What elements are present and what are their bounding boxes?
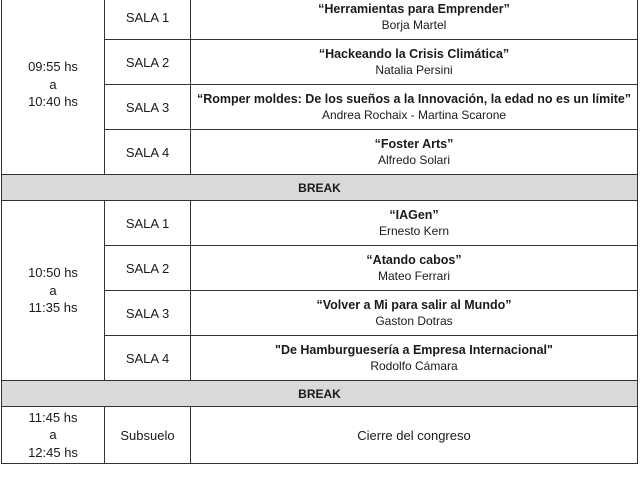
session-row (2, 0, 638, 40)
talk-speaker: Alfredo Solari (377, 152, 451, 167)
time-slot (2, 201, 105, 381)
time-end: 12:45 hs (28, 444, 78, 460)
talk-cell (191, 130, 638, 175)
time-end: 11:35 hs (28, 300, 78, 316)
talk-speaker: Borja Martel (381, 17, 447, 32)
room-label: Subsuelo (105, 407, 191, 464)
room-label: SALA 4 (105, 130, 191, 175)
room-label: SALA 2 (105, 40, 191, 85)
time-slot (2, 0, 105, 175)
talk-title: “Hackeando la Crisis Climática” (318, 46, 510, 61)
time-start: 11:45 hs (28, 409, 78, 425)
talk-cell (191, 85, 638, 130)
break-row (2, 381, 638, 407)
room-label: SALA 2 (105, 246, 191, 291)
talk-speaker: Mateo Ferrari (377, 268, 451, 283)
talk-title: "De Hamburguesería a Empresa Internacional" (275, 342, 553, 357)
break-label: BREAK (2, 175, 638, 201)
break-label: BREAK (2, 381, 638, 407)
room-label: SALA 3 (105, 291, 191, 336)
talk-cell (191, 246, 638, 291)
talk-cell (191, 0, 638, 40)
talk-speaker: Andrea Rochaix - Martina Scarone (321, 107, 507, 122)
talk-cell (191, 291, 638, 336)
talk-cell (191, 40, 638, 85)
room-label: SALA 4 (105, 336, 191, 381)
talk-speaker: Gaston Dotras (375, 313, 453, 328)
talk-title: “IAGen” (389, 207, 439, 222)
talk-cell (191, 336, 638, 381)
time-start: 09:55 hs (28, 59, 78, 75)
talk-title: “Foster Arts” (374, 136, 454, 151)
talk-title: “Volver a Mi para salir al Mundo” (316, 297, 512, 312)
talk-title: “Herramientas para Emprender” (318, 1, 510, 16)
session-row (2, 201, 638, 246)
time-end: 10:40 hs (28, 94, 78, 110)
closing-text: Cierre del congreso (191, 407, 638, 464)
break-row (2, 175, 638, 201)
schedule-table (1, 0, 638, 464)
time-separator: a (49, 282, 57, 298)
talk-speaker: Ernesto Kern (378, 223, 450, 238)
time-separator: a (49, 427, 57, 443)
time-separator: a (49, 76, 57, 92)
time-start: 10:50 hs (28, 265, 78, 281)
talk-cell (191, 201, 638, 246)
room-label: SALA 1 (105, 201, 191, 246)
talk-title: “Romper moldes: De los sueños a la Innovación, la edad no es un límite” (196, 91, 632, 106)
talk-speaker: Rodolfo Cámara (370, 358, 458, 373)
talk-title: “Atando cabos” (366, 252, 462, 267)
talk-speaker: Natalia Persini (375, 62, 453, 77)
time-slot (2, 407, 105, 464)
room-label: SALA 1 (105, 0, 191, 40)
closing-row (2, 407, 638, 464)
room-label: SALA 3 (105, 85, 191, 130)
